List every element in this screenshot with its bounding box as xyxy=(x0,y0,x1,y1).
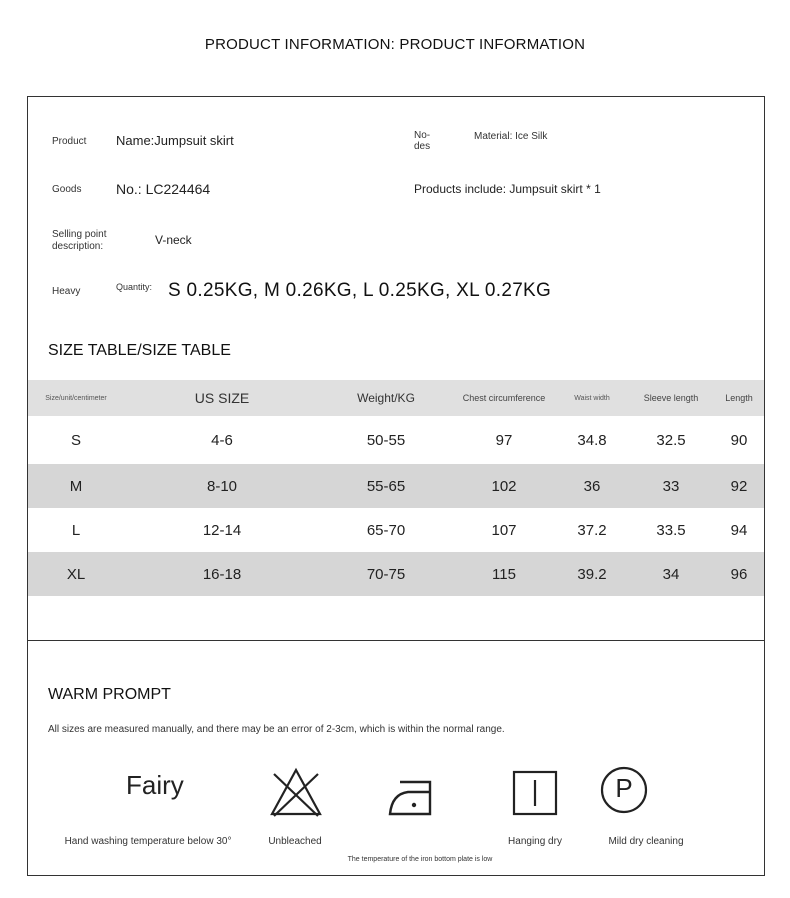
page-title: PRODUCT INFORMATION: PRODUCT INFORMATION xyxy=(204,36,586,53)
header-size-unit: Size/unit/centimeter xyxy=(45,394,107,402)
cell-length: 92 xyxy=(730,477,748,495)
measurement-note: All sizes are measured manually, and there may be an error of 2-3cm, which is within the normal range. xyxy=(48,724,505,735)
cell-chest: 107 xyxy=(491,521,517,539)
iron-label: The temperature of the iron bottom plate is low xyxy=(347,856,493,863)
cell-weight: 70-75 xyxy=(366,565,406,583)
cell-length: 94 xyxy=(730,521,748,539)
cell-weight: 55-65 xyxy=(366,477,406,495)
hang-dry-icon xyxy=(496,764,576,824)
cell-waist: 39.2 xyxy=(577,565,607,583)
dry-clean-label: Mild dry cleaning xyxy=(608,836,684,847)
cell-size: L xyxy=(71,521,81,539)
header-chest: Chest circumference xyxy=(462,393,546,403)
weights-by-size: S 0.25KG, M 0.26KG, L 0.25KG, XL 0.27KG xyxy=(168,280,552,301)
table-row xyxy=(28,552,764,596)
unbleached-label: Unbleached xyxy=(268,836,322,847)
cell-length: 96 xyxy=(730,565,748,583)
cell-waist: 34.8 xyxy=(577,431,607,449)
hand-wash-icon: Fairy xyxy=(126,770,184,800)
cell-chest: 97 xyxy=(495,431,513,449)
products-include: Products include: Jumpsuit skirt * 1 xyxy=(414,182,601,196)
quantity-label: Quantity: xyxy=(116,282,153,292)
no-bleach-icon xyxy=(256,764,336,824)
material-label: Material: Ice Silk xyxy=(474,131,548,142)
cell-us-size: 8-10 xyxy=(206,477,238,495)
cell-length: 90 xyxy=(730,431,748,449)
cell-size: S xyxy=(70,431,81,449)
table-header-row xyxy=(28,380,764,416)
cell-weight: 50-55 xyxy=(366,431,406,449)
table-row xyxy=(28,416,764,464)
iron-icon xyxy=(378,764,458,824)
header-waist: Waist width xyxy=(574,394,610,402)
table-row xyxy=(28,464,764,508)
header-weight: Weight/KG xyxy=(357,391,415,405)
goods-label: Goods xyxy=(52,184,82,195)
cell-us-size: 4-6 xyxy=(211,431,233,449)
goods-no: No.: LC224464 xyxy=(116,181,211,197)
cell-chest: 102 xyxy=(491,477,517,495)
hand-wash-label: Hand washing temperature below 30° xyxy=(64,836,232,847)
cell-us-size: 16-18 xyxy=(202,565,242,583)
warm-prompt-title: WARM PROMPT xyxy=(48,686,171,703)
cell-chest: 115 xyxy=(492,565,516,583)
selling-point-label: Selling point description: xyxy=(52,229,107,252)
product-name: Name:Jumpsuit skirt xyxy=(116,133,234,148)
size-table-title: SIZE TABLE/SIZE TABLE xyxy=(48,342,231,359)
dry-clean-symbol: P xyxy=(615,773,633,803)
product-label: Product xyxy=(52,136,87,147)
header-sleeve: Sleeve length xyxy=(643,393,699,403)
table-row xyxy=(28,508,764,552)
hang-dry-label: Hanging dry xyxy=(508,836,562,847)
cell-waist: 37.2 xyxy=(577,521,607,539)
cell-sleeve: 34 xyxy=(662,565,680,583)
cell-size: M xyxy=(69,477,83,495)
cell-sleeve: 32.5 xyxy=(656,431,686,449)
cell-weight: 65-70 xyxy=(366,521,406,539)
section-divider xyxy=(27,640,765,641)
nocodes-label: No- des xyxy=(414,130,431,152)
cell-sleeve: 33.5 xyxy=(656,521,686,539)
size-table xyxy=(28,380,764,596)
cell-waist: 36 xyxy=(583,477,601,495)
header-length: Length xyxy=(725,393,753,403)
heavy-label: Heavy xyxy=(52,286,81,297)
selling-point-value: V-neck xyxy=(155,233,192,247)
header-us-size: US SIZE xyxy=(194,390,250,406)
cell-us-size: 12-14 xyxy=(202,521,242,539)
cell-size: XL xyxy=(66,565,86,583)
cell-sleeve: 33 xyxy=(662,477,680,495)
